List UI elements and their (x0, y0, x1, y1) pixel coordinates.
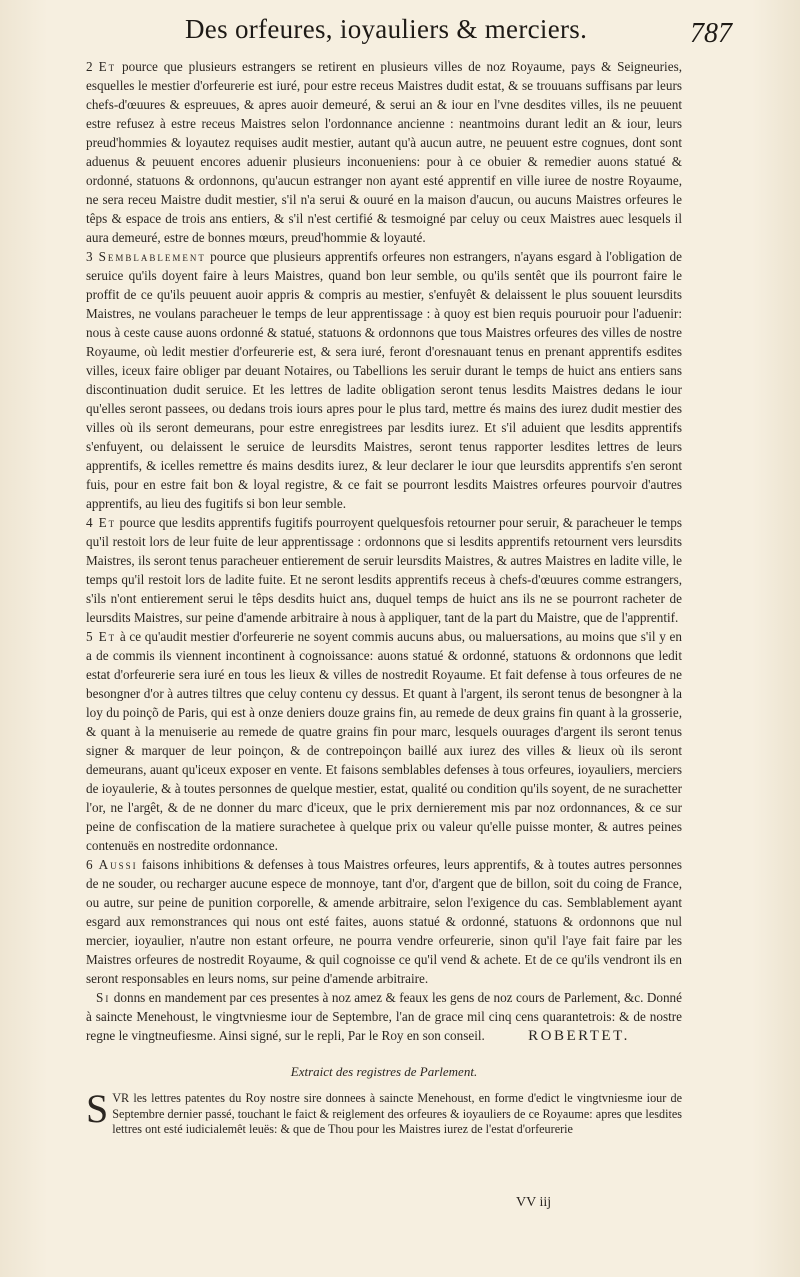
lead-word: Et (98, 515, 117, 530)
lead-word: Semblablement (98, 249, 206, 264)
paragraph-3 (86, 247, 682, 513)
article-number: 3 (86, 249, 93, 264)
signature: ROBERTET. (528, 1028, 630, 1044)
paragraph-mandement (86, 988, 682, 1046)
paragraph-4 (86, 513, 682, 627)
final-paragraph (86, 1086, 682, 1138)
lead-word: Et (98, 59, 117, 74)
drop-cap: S (86, 1086, 109, 1131)
lead-word: Et (98, 629, 117, 644)
paragraph-text: à ce qu'audit mestier d'orfeurerie ne soyent commis aucuns abus, ou maluersations, au moins que s'il y en a de commis ils viennent incontinent à cognoissance: auons statué & ordonné, statuons & ordonnons que ledit estat d'orfeurerie sera iuré en tous les lieux & villes de nostredit Royaume. Et fait defense à tous orfeures de ne besongner d'or à autres tiltres que celuy contenu cy dessus. Et quant à l'argent, ils seront tenus de besongner à la loy du poinçõ de Paris, qui est à onze deniers douze grains fin, au remede de deux grains fin quant à la grosserie, & quant à la menuiserie au remede de quatre grains fin pour marc, lesquels ouurages d'argent ils seront tenus signer & marquer de leur poinçon, & de contrepoinçon baillé aux iurez des villes & lieux où ils seront demeurans, auant qu'iceux exposer en vente. Et faisons semblables defenses à tous orfeures, ioyauliers, merciers de ioyaulerie, & à toutes personnes de quelque mestier, estat, qualité ou condition qu'ils soyent, de ne surachetter l'or, ne l'argêt, & de ne donner du marc d'iceux, que le prix dernierement mis par noz ordonnances, & ce sur peine de confiscation de la matiere surachetee à quelque prix ou valeur qu'elle puisse monter, & autres peines contenuës en nostredite ordonnance. (86, 629, 682, 853)
paragraph-text: faisons inhibitions & defenses à tous Maistres orfeures, leurs apprentifs, & à toutes autres personnes de ne souder, ou recharger aucune espece de monnoye, tant d'or, d'argent que de billon, soit du coing de France, ou autre, sur peine de punition corporelle, & amende arbitraire, selon l'exigence du cas. Semblablement ayant esgard aux remonstrances qui nous ont esté faites, auons statué & ordonné, statuons & ordonnons que nul mercier, ioyaulier, n'autre non estant orfeure, ne pourra vendre orfeurerie, sinon qu'il l'aye fait faire par les Maistres orfeures de nostredit Royaume, & quil cognoisse ce qu'il vend & achete. Et de ce qu'ils vendront ils en seront responsables en leurs noms, sur peine d'amende arbitraire. (86, 857, 682, 986)
lead-word: Si (96, 990, 111, 1005)
article-number: 6 (86, 857, 93, 872)
paragraph-6 (86, 855, 682, 988)
article-number: 5 (86, 629, 93, 644)
running-header (0, 12, 800, 56)
lead-word: Aussi (98, 857, 138, 872)
paragraph-text: pource que plusieurs apprentifs orfeures non estrangers, n'ayans esgard à l'obligation de seruice qu'ils doyent faire à leurs Maistres, quand bon leur semble, ou qu'ils sentêt que ils pourront faire le proffit de ce qu'ils peuuent auoir appris & compris au mestier, s'enfuyêt & delaissent le plus souuent leursdits Maistres, ne voulans paracheuer le temps de leur apprentissage : à quoy est bien requis pouruoir pour l'aduenir: nous à ceste cause auons ordonné & statué, statuons & ordonnons que tous Maistres orfeures des villes de nostre Royaume, où ledit mestier d'orfeurerie est, & sera iuré, feront d'oresnauant tenus en prenant apprentifs esdites villes, iceux faire obliger par deuant Notaires, ou Tabellions les seruir durant le temps de huict ans entiers sans discontinuation dudit seruice. Et les lettres de ladite obligation seront tenus lesdits Maistres dedans le iour qu'elles seront passees, ou dedans trois iours apres pour le plus tard, mettre és mains des iurez dudit mestier des villes où ils seront demeurans, pour estre enregistrees par lesdits iurez. Et s'il aduient que lesdits apprentifs s'enfuyent, ou delaissent le seruice de leursdits Maistres, seront tenus rapporter lesdites lettres de leurs apprentifs, & icelles remettre és mains desdits iurez, & leur declarer le iour que leursdits apprentifs s'en seront fuis, pour en estre fait bon & loyal registre, & ce fait se pourront lesdits Maistres orfeures pourvoir d'autres apprentifs, au lieu des fugitifs si bon leur semble. (86, 249, 682, 511)
paragraph-text: pource que plusieurs estrangers se retirent en plusieurs villes de noz Royaume, pays & Seigneuries, esquelles le mestier d'orfeurerie est iuré, pour estre receus Maistres dudit estat, & se trouuans suffisans par leurs chefs-d'œuures & espreuues, & apres auoir demeuré, & serui an & iour en l'vne desdites villes, ils ne peuuent estre refusez à estre receus Maistres selon l'ordonnance ancienne : neantmoins durant ledit an & iour, leurs preud'hommies & loyautez requises audit mestier, autant qu'à aucun autre, ne peuuent estre cognues, dont sont aduenus & peuuent encores aduenir plusieurs inconueniens: pour à ce obuier & remedier auons statué & ordonné, statuons & ordonnons, qu'aucun estranger non ayant esté apprentif en ville iuree de nostre Royaume, ne sera receu Maistre dudit mestier, s'il n'a serui & ouuré en la maison d'aucun, ou aucuns Maistres orfeures le têps & espace de trois ans entiers, & s'il n'est certifié & tesmoigné par celuy ou ceux Maistres auec lesquels il aura demeuré, estre de bonnes mœurs, preud'hommie & loyauté. (86, 59, 682, 245)
extract-title: Extraict des registres de Parlement. (290, 1064, 478, 1079)
paragraph-5 (86, 627, 682, 855)
final-paragraph-text: VR les lettres patentes du Roy nostre sire donnees à saincte Menehoust, en forme d'edict le vingtvniesme iour de Septembre dernier passé, touchant le faict & reiglement des orfeures & ioyauliers de ce Royaume: apres que lesdites lettres ont esté iudicialemêt leuës: & que de Thou pour les Maistres iurez de l'estat d'orfeurerie (112, 1091, 682, 1136)
text-body (86, 57, 682, 1138)
signature-mark: VV iij (516, 1195, 552, 1210)
page-number: 787 (690, 18, 732, 49)
paragraph-text: pource que lesdits apprentifs fugitifs pourroyent quelquesfois retourner pour seruir, & paracheuer le temps qu'il restoit lors de leur fuite de leur apprentissage : ordonnons que si lesdits apprentifs retournent vers leursdits Maistres, ils seront tenus paracheuer entierement de seruir leursdits Maistres, & autres Maistres en ladite ville, le temps qu'il restoit lors de ladite fuite. Et ne seront lesdits apprentifs receus à chefs-d'œuures comme estrangers, s'ils n'ont entierement serui le têps desdits huict ans, duquel temps de huict ans ils ne se pourront racheter de leursdits Maistres, sur peine d'amende arbitraire à nous à appliquer, tant de la part du Maistre, que de l'apprentif. (86, 515, 682, 625)
article-number: 2 (86, 59, 93, 74)
paragraph-text: donns en mandement par ces presentes à noz amez & feaux les gens de noz cours de Parlement, &c. Donné à saincte Menehoust, le vingtvniesme iour de Septembre, l'an de grace mil cinq cens quarantetrois: & de nostre regne le vingtneufiesme. Ainsi signé, sur le repli, Par le Roy en son conseil. (86, 990, 683, 1043)
article-number: 4 (86, 515, 93, 530)
running-title: Des orfeures, ioyauliers & merciers. (185, 14, 588, 44)
paragraph-2 (86, 57, 682, 247)
